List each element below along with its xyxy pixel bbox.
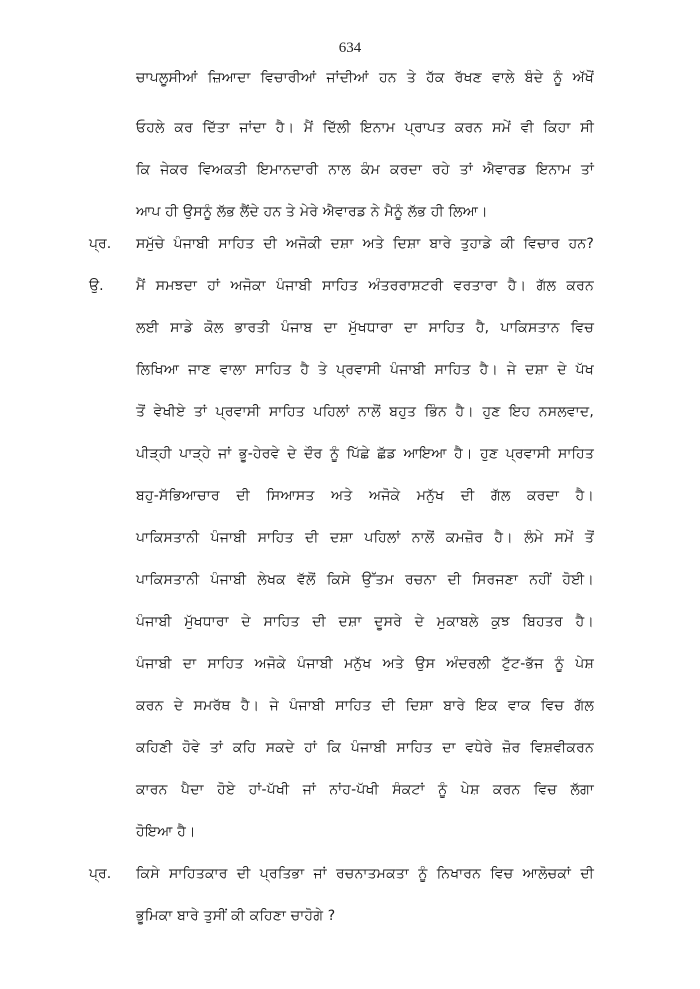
text-line: ਚਾਪਲੂਸੀਆਂ ਜ਼ਿਆਦਾ ਵਿਚਾਰੀਆਂ ਜਾਂਦੀਆਂ ਹਨ ਤੇ ਹੱਕ ਰੱਖਣ ਵਾਲੇ ਬੰਦੇ ਨੂੰ ਅੱਖੋਂ [136, 70, 594, 86]
text-line: ਕਿ ਜੇਕਰ ਵਿਅਕਤੀ ਇਮਾਨਦਾਰੀ ਨਾਲ ਕੰਮ ਕਰਦਾ ਰਹੇ ਤਾਂ ਐਵਾਰਡ ਇਨਾਮ ਤਾਂ [136, 162, 594, 178]
question-text: ਕਿਸੇ ਸਾਹਿਤਕਾਰ ਦੀ ਪ੍ਰਤਿਭਾ ਜਾਂ ਰਚਨਾਤਮਕਤਾ ਨੂੰ ਨਿਖਾਰਨ ਵਿਚ ਆਲੋਚਕਾਂ ਦੀ [136, 866, 594, 882]
question-marker: ਪ੍ਰ. [89, 236, 112, 252]
text-line: ਕਰਨ ਦੇ ਸਮਰੱਥ ਹੈ। ਜੇ ਪੰਜਾਬੀ ਸਾਹਿਤ ਦੀ ਦਿਸ਼ਾ ਬਾਰੇ ਇਕ ਵਾਕ ਵਿਚ ਗੱਲ [136, 698, 594, 714]
text-line: ਹੋਇਆ ਹੈ। [136, 824, 196, 840]
question-text: ਸਮੁੱਚੇ ਪੰਜਾਬੀ ਸਾਹਿਤ ਦੀ ਅਜੋਕੀ ਦਸ਼ਾ ਅਤੇ ਦਿਸ਼ਾ ਬਾਰੇ ਤੁਹਾਡੇ ਕੀ ਵਿਚਾਰ ਹਨ? [136, 236, 594, 252]
text-line: ਪਾਕਿਸਤਾਨੀ ਪੰਜਾਬੀ ਸਾਹਿਤ ਦੀ ਦਸ਼ਾ ਪਹਿਲਾਂ ਨਾਲੋਂ ਕਮਜ਼ੋਰ ਹੈ। ਲੰਮੇ ਸਮੇਂ ਤੋਂ [136, 530, 594, 546]
text-line: ਲਿਖਿਆ ਜਾਣ ਵਾਲਾ ਸਾਹਿਤ ਹੈ ਤੇ ਪ੍ਰਵਾਸੀ ਪੰਜਾਬੀ ਸਾਹਿਤ ਹੈ। ਜੇ ਦਸ਼ਾ ਦੇ ਪੱਖ [136, 362, 594, 378]
text-line: ਲਈ ਸਾਡੇ ਕੋਲ ਭਾਰਤੀ ਪੰਜਾਬ ਦਾ ਮੁੱਖਧਾਰਾ ਦਾ ਸਾਹਿਤ ਹੈ, ਪਾਕਿਸਤਾਨ ਵਿਚ [136, 320, 594, 336]
question-text: ਭੂਮਿਕਾ ਬਾਰੇ ਤੁਸੀਂ ਕੀ ਕਹਿਣਾ ਚਾਹੋਗੇ ? [136, 908, 336, 924]
text-line: ਕਾਰਨ ਪੈਦਾ ਹੋਏ ਹਾਂ-ਪੱਖੀ ਜਾਂ ਨਾਂਹ-ਪੱਖੀ ਸੰਕਟਾਂ ਨੂੰ ਪੇਸ਼ ਕਰਨ ਵਿਚ ਲੱਗਾ [136, 782, 594, 798]
text-line: ਬਹੁ-ਸੱਭਿਆਚਾਰ ਦੀ ਸਿਆਸਤ ਅਤੇ ਅਜੋਕੇ ਮਨੁੱਖ ਦੀ ਗੱਲ ਕਰਦਾ ਹੈ। [136, 488, 594, 504]
text-line: ਕਹਿਣੀ ਹੋਵੇ ਤਾਂ ਕਹਿ ਸਕਦੇ ਹਾਂ ਕਿ ਪੰਜਾਬੀ ਸਾਹਿਤ ਦਾ ਵਧੇਰੇ ਜ਼ੋਰ ਵਿਸ਼ਵੀਕਰਨ [136, 740, 594, 756]
answer-marker: ਉ. [89, 278, 104, 294]
page-number: 634 [338, 40, 362, 56]
text-line: ਪੰਜਾਬੀ ਮੁੱਖਧਾਰਾ ਦੇ ਸਾਹਿਤ ਦੀ ਦਸ਼ਾ ਦੂਸਰੇ ਦੇ ਮੁਕਾਬਲੇ ਕੁਝ ਬਿਹਤਰ ਹੈ। [136, 614, 594, 630]
text-line: ਆਪ ਹੀ ਉਸਨੂੰ ਲੱਭ ਲੈਂਦੇ ਹਨ ਤੇ ਮੇਰੇ ਐਵਾਰਡ ਨੇ ਮੈਨੂੰ ਲੱਭ ਹੀ ਲਿਆ। [136, 204, 488, 220]
text-line: ਓਹਲੇ ਕਰ ਦਿੱਤਾ ਜਾਂਦਾ ਹੈ। ਮੈਂ ਦਿੱਲੀ ਇਨਾਮ ਪ੍ਰਾਪਤ ਕਰਨ ਸਮੇਂ ਵੀ ਕਿਹਾ ਸੀ [136, 120, 594, 136]
text-line: ਤੋਂ ਵੇਖੀਏ ਤਾਂ ਪ੍ਰਵਾਸੀ ਸਾਹਿਤ ਪਹਿਲਾਂ ਨਾਲੋਂ ਬਹੁਤ ਭਿੰਨ ਹੈ। ਹੁਣ ਇਹ ਨਸਲਵਾਦ, [136, 404, 594, 420]
text-line: ਪਾਕਿਸਤਾਨੀ ਪੰਜਾਬੀ ਲੇਖਕ ਵੱਲੋਂ ਕਿਸੇ ਉੱਤਮ ਰਚਨਾ ਦੀ ਸਿਰਜਣਾ ਨਹੀਂ ਹੋਈ। [136, 572, 594, 588]
question-marker: ਪ੍ਰ. [89, 866, 112, 882]
text-line: ਪੀੜ੍ਹੀ ਪਾੜ੍ਹੇ ਜਾਂ ਭੂ-ਹੇਰਵੇ ਦੇ ਦੌਰ ਨੂੰ ਪਿੱਛੇ ਛੱਡ ਆਇਆ ਹੈ। ਹੁਣ ਪ੍ਰਵਾਸੀ ਸਾਹਿਤ [136, 446, 594, 462]
text-line: ਪੰਜਾਬੀ ਦਾ ਸਾਹਿਤ ਅਜੋਕੇ ਪੰਜਾਬੀ ਮਨੁੱਖ ਅਤੇ ਉਸ ਅੰਦਰਲੀ ਟੁੱਟ-ਭੱਜ ਨੂੰ ਪੇਸ਼ [136, 656, 594, 672]
text-line: ਮੈਂ ਸਮਝਦਾ ਹਾਂ ਅਜੋਕਾ ਪੰਜਾਬੀ ਸਾਹਿਤ ਅੰਤਰਰਾਸ਼ਟਰੀ ਵਰਤਾਰਾ ਹੈ। ਗੱਲ ਕਰਨ [136, 278, 594, 294]
